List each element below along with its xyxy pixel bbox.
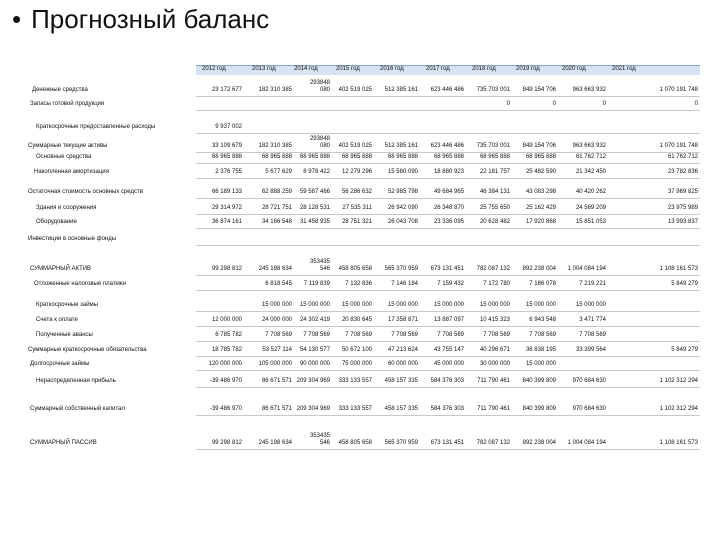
table-cell: 711 790 461 bbox=[477, 378, 510, 384]
table-cell: 7 146 184 bbox=[391, 281, 418, 287]
table-cell: 892 238 004 bbox=[522, 266, 556, 272]
table-cell: 40 296 671 bbox=[479, 347, 510, 353]
table-cell: 584 376 303 bbox=[430, 378, 464, 384]
table-cell: 963 663 932 bbox=[572, 143, 606, 149]
table-cell: 6 943 548 bbox=[529, 317, 556, 323]
table-cell: 120 000 000 bbox=[208, 361, 242, 367]
row-divider bbox=[196, 449, 700, 450]
table-cell: 5 849 279 bbox=[671, 347, 698, 353]
table-cell: 25 482 590 bbox=[525, 169, 556, 175]
table-cell: 40 420 262 bbox=[575, 189, 606, 195]
row-label: Суммарные краткосрочные обязательства bbox=[28, 347, 147, 353]
table-cell: 7 708 569 bbox=[529, 332, 556, 338]
row-divider bbox=[196, 96, 700, 97]
column-header-5: 2016 год bbox=[380, 66, 404, 72]
column-header-3: 2014 год bbox=[294, 66, 318, 72]
table-cell: 25 755 650 bbox=[479, 205, 510, 211]
table-cell: 68 965 888 bbox=[479, 154, 510, 160]
table-cell: 29 314 972 bbox=[211, 205, 242, 211]
column-header-1: 2012 год bbox=[202, 66, 226, 72]
table-cell: 353435 546 bbox=[309, 259, 330, 272]
table-cell: 12 000 000 bbox=[211, 317, 242, 323]
table-cell: 3 471 774 bbox=[579, 317, 606, 323]
table-cell: 7 708 569 bbox=[579, 332, 606, 338]
table-cell: 245 198 634 bbox=[258, 266, 292, 272]
table-cell: 458 157 335 bbox=[384, 406, 418, 412]
table-cell: 20 830 645 bbox=[341, 317, 372, 323]
table-cell: 6 818 545 bbox=[265, 281, 292, 287]
table-cell: 68 965 888 bbox=[261, 154, 292, 160]
table-cell: 623 446 486 bbox=[430, 143, 464, 149]
table-cell: 565 370 959 bbox=[384, 440, 418, 446]
table-cell: 18 785 782 bbox=[211, 347, 242, 353]
row-label: СУММАРНЫЙ ПАССИВ bbox=[30, 440, 97, 446]
table-cell: 26 043 708 bbox=[387, 219, 418, 225]
column-header-7: 2018 год bbox=[472, 66, 496, 72]
table-cell: 711 790 461 bbox=[477, 406, 510, 412]
table-cell: 5 677 629 bbox=[265, 169, 292, 175]
row-divider bbox=[196, 356, 700, 357]
table-cell: 33 109 679 bbox=[211, 143, 242, 149]
table-cell: 892 238 004 bbox=[522, 440, 556, 446]
table-cell: 23 336 095 bbox=[433, 219, 464, 225]
table-cell: 34 166 548 bbox=[261, 219, 292, 225]
row-label: Инвестиции в основные фонды bbox=[28, 236, 117, 242]
table-cell: 31 458 935 bbox=[299, 219, 330, 225]
table-cell: 36 838 195 bbox=[525, 347, 556, 353]
table-cell: 1 102 312 294 bbox=[659, 378, 698, 384]
column-header-4: 2015 год bbox=[336, 66, 360, 72]
table-cell: 15 851 053 bbox=[575, 219, 606, 225]
row-divider bbox=[196, 326, 700, 327]
table-cell: 68 965 888 bbox=[299, 154, 330, 160]
row-divider bbox=[196, 290, 700, 291]
table-cell: 7 159 432 bbox=[437, 281, 464, 287]
row-label: Остаточная стоимость основных средств bbox=[28, 189, 143, 195]
row-divider bbox=[196, 152, 700, 153]
table-cell: 26 942 090 bbox=[387, 205, 418, 211]
table-cell: 15 000 000 bbox=[387, 302, 418, 308]
table-cell: 1 102 312 294 bbox=[659, 406, 698, 412]
table-cell: 60 000 000 bbox=[387, 361, 418, 367]
table-cell: 66 189 133 bbox=[211, 189, 242, 195]
table-cell: 293848 080 bbox=[309, 136, 330, 149]
row-label: Краткосрочные предоставленные расходы bbox=[36, 124, 156, 130]
table-cell: 584 376 303 bbox=[430, 406, 464, 412]
table-cell: 28 751 321 bbox=[341, 219, 372, 225]
table-cell: 7 708 569 bbox=[303, 332, 330, 338]
table-cell: 13 993 837 bbox=[667, 219, 698, 225]
table-cell: 1 070 191 748 bbox=[659, 87, 698, 93]
table-cell: 90 000 000 bbox=[299, 361, 330, 367]
table-cell: 68 965 888 bbox=[525, 154, 556, 160]
table-cell: 849 154 706 bbox=[522, 87, 556, 93]
table-cell: 18 880 923 bbox=[433, 169, 464, 175]
table-cell: 105 000 000 bbox=[258, 361, 292, 367]
table-cell: 1 004 084 194 bbox=[567, 440, 606, 446]
table-cell: 9 937 002 bbox=[215, 124, 242, 130]
table-cell: 23 782 836 bbox=[667, 169, 698, 175]
table-cell: 27 535 311 bbox=[342, 205, 372, 211]
row-divider bbox=[196, 275, 700, 276]
table-cell: 673 131 451 bbox=[430, 440, 464, 446]
table-cell: 24 000 000 bbox=[261, 317, 292, 323]
table-cell: 782 087 132 bbox=[476, 266, 510, 272]
table-cell: 15 000 000 bbox=[525, 302, 556, 308]
table-cell: 458 805 658 bbox=[338, 440, 372, 446]
table-cell: 59 587 466 bbox=[299, 189, 330, 195]
table-cell: 15 000 000 bbox=[575, 302, 606, 308]
table-cell: 458 157 335 bbox=[384, 378, 418, 384]
table-cell: 26 348 870 bbox=[433, 205, 464, 211]
table-cell: 182 310 385 bbox=[258, 87, 292, 93]
table-cell: 46 384 131 bbox=[479, 189, 510, 195]
table-cell: 402 519 025 bbox=[338, 87, 372, 93]
table-cell: 1 108 161 573 bbox=[659, 266, 698, 272]
table-cell: 7 186 078 bbox=[529, 281, 556, 287]
row-label: Отложенные налоговые платежи bbox=[34, 281, 127, 287]
row-label: Запасы готовой продукции bbox=[30, 101, 105, 107]
table-cell: 293848 080 bbox=[309, 80, 330, 93]
table-cell: 68 965 888 bbox=[341, 154, 372, 160]
table-cell: 15 000 000 bbox=[299, 302, 330, 308]
table-cell: 53 527 114 bbox=[262, 347, 292, 353]
table-cell: 512 385 161 bbox=[384, 87, 418, 93]
table-cell: 458 805 658 bbox=[338, 266, 372, 272]
table-cell: 17 358 871 bbox=[387, 317, 418, 323]
table-cell: 7 132 836 bbox=[345, 281, 372, 287]
row-divider bbox=[196, 341, 700, 342]
table-cell: 99 298 812 bbox=[211, 266, 242, 272]
slide-title: Прогнозный баланс bbox=[31, 4, 270, 34]
table-cell: 15 000 000 bbox=[261, 302, 292, 308]
table-cell: 28 721 751 bbox=[261, 205, 292, 211]
row-label: Накопленная амортизация bbox=[34, 169, 109, 175]
slide-title-wrap bbox=[12, 6, 269, 32]
row-label: Долгосрочные займы bbox=[30, 361, 90, 367]
table-cell: 49 684 965 bbox=[433, 189, 464, 195]
table-cell: 209 304 969 bbox=[296, 378, 330, 384]
row-label: Денежные средства bbox=[32, 87, 88, 93]
table-cell: 24 569 209 bbox=[575, 205, 606, 211]
table-cell: 25 162 429 bbox=[525, 205, 556, 211]
table-cell: 7 708 569 bbox=[345, 332, 372, 338]
table-cell: 565 370 959 bbox=[384, 266, 418, 272]
row-label: Здания и сооружения bbox=[36, 205, 97, 211]
table-cell: 7 172 780 bbox=[483, 281, 510, 287]
table-cell: 75 000 000 bbox=[341, 361, 372, 367]
table-cell: 24 302 419 bbox=[299, 317, 330, 323]
row-label: СУММАРНЫЙ АКТИВ bbox=[30, 266, 92, 272]
table-cell: 970 684 630 bbox=[572, 378, 606, 384]
table-cell: 209 304 969 bbox=[296, 406, 330, 412]
table-cell: 22 181 757 bbox=[479, 169, 510, 175]
table-cell: 5 849 279 bbox=[671, 281, 698, 287]
row-label: Краткосрочные займы bbox=[36, 302, 98, 308]
column-header-10: 2021 год bbox=[612, 66, 636, 72]
table-cell: 23 975 989 bbox=[667, 205, 698, 211]
table-cell: 43 083 298 bbox=[525, 189, 556, 195]
table-cell: 15 580 090 bbox=[387, 169, 418, 175]
table-cell: 52 985 798 bbox=[387, 189, 418, 195]
row-label: Оборудование bbox=[36, 219, 77, 225]
table-cell: 54 130 577 bbox=[299, 347, 330, 353]
row-divider bbox=[196, 370, 700, 371]
row-label: Полученные авансы bbox=[36, 332, 93, 338]
table-cell: 45 000 000 bbox=[433, 361, 464, 367]
row-divider bbox=[196, 415, 700, 416]
row-divider bbox=[196, 198, 700, 199]
table-cell: 68 965 888 bbox=[433, 154, 464, 160]
table-cell: 840 399 809 bbox=[522, 406, 556, 412]
column-header-6: 2017 год bbox=[426, 66, 450, 72]
row-divider bbox=[196, 245, 700, 246]
row-label: Нераспределенная прибыль bbox=[36, 378, 116, 384]
table-cell: 673 131 451 bbox=[430, 266, 464, 272]
row-divider bbox=[196, 110, 700, 111]
row-divider bbox=[196, 133, 700, 134]
table-cell: 782 087 132 bbox=[476, 440, 510, 446]
table-cell: 849 154 706 bbox=[522, 143, 556, 149]
column-header-8: 2019 год bbox=[516, 66, 540, 72]
table-cell: 623 446 486 bbox=[430, 87, 464, 93]
table-cell: 10 415 323 bbox=[479, 317, 510, 323]
table-cell: 8 978 422 bbox=[303, 169, 330, 175]
table-cell: 20 628 482 bbox=[479, 219, 510, 225]
table-cell: 36 874 161 bbox=[211, 219, 242, 225]
row-divider bbox=[196, 228, 700, 229]
table-cell: 61 762 712 bbox=[575, 154, 606, 160]
table-cell: 37 969 825 bbox=[667, 189, 698, 195]
table-cell: 353435 546 bbox=[309, 433, 330, 446]
table-cell: 7 708 569 bbox=[483, 332, 510, 338]
table-cell: 1 004 084 194 bbox=[567, 266, 606, 272]
table-cell: 62 888 259 bbox=[261, 189, 292, 195]
table-cell: 23 172 677 bbox=[211, 87, 242, 93]
table-cell: 1 070 191 748 bbox=[659, 143, 698, 149]
table-cell: 28 128 531 bbox=[299, 205, 330, 211]
table-cell: 12 279 296 bbox=[341, 169, 372, 175]
table-cell: 512 385 161 bbox=[384, 143, 418, 149]
row-divider bbox=[196, 214, 700, 215]
table-cell: 47 213 624 bbox=[387, 347, 418, 353]
table-cell: 17 920 868 bbox=[525, 219, 556, 225]
column-header-2: 2013 год bbox=[252, 66, 276, 72]
table-cell: 56 286 632 bbox=[341, 189, 372, 195]
table-cell: -39 486 970 bbox=[209, 378, 242, 384]
row-divider bbox=[196, 178, 700, 179]
table-cell: 0 bbox=[602, 101, 606, 107]
table-cell: 6 785 782 bbox=[215, 332, 242, 338]
table-cell: 7 119 839 bbox=[303, 281, 330, 287]
column-header-9: 2020 год bbox=[562, 66, 586, 72]
table-cell: 333 133 557 bbox=[338, 378, 372, 384]
table-cell: 402 519 025 bbox=[338, 143, 372, 149]
table-cell: 68 965 888 bbox=[211, 154, 242, 160]
table-cell: 13 887 097 bbox=[433, 317, 464, 323]
row-label: Суммарный собственный капитал bbox=[30, 406, 125, 412]
table-cell: 7 708 569 bbox=[391, 332, 418, 338]
table-cell: 1 108 161 573 bbox=[659, 440, 698, 446]
table-cell: 86 671 571 bbox=[261, 406, 292, 412]
table-cell: 735 703 001 bbox=[476, 87, 510, 93]
table-cell: 15 000 000 bbox=[341, 302, 372, 308]
table-cell: 0 bbox=[506, 101, 510, 107]
table-cell: 99 298 812 bbox=[211, 440, 242, 446]
table-cell: 33 399 564 bbox=[575, 347, 606, 353]
table-cell: 68 965 888 bbox=[387, 154, 418, 160]
table-cell: 43 755 147 bbox=[433, 347, 464, 353]
table-cell: 970 684 630 bbox=[572, 406, 606, 412]
table-cell: 15 000 000 bbox=[433, 302, 464, 308]
table-cell: 963 663 932 bbox=[572, 87, 606, 93]
row-label: Суммарные текущие активы bbox=[28, 143, 108, 149]
row-divider bbox=[196, 387, 700, 388]
table-cell: 50 672 100 bbox=[341, 347, 372, 353]
table-cell: 7 708 569 bbox=[265, 332, 292, 338]
table-cell: 2 376 755 bbox=[215, 169, 242, 175]
row-divider bbox=[196, 311, 700, 312]
table-cell: 61 762 712 bbox=[667, 154, 698, 160]
table-cell: 840 399 809 bbox=[522, 378, 556, 384]
table-cell: -39 486 970 bbox=[209, 406, 242, 412]
table-cell: 0 bbox=[694, 101, 698, 107]
row-label: Счета к оплате bbox=[36, 317, 78, 323]
table-cell: 86 671 571 bbox=[261, 378, 292, 384]
row-label: Основные средства bbox=[36, 154, 92, 160]
table-cell: 735 703 001 bbox=[476, 143, 510, 149]
table-cell: 30 000 000 bbox=[479, 361, 510, 367]
table-cell: 7 708 569 bbox=[437, 332, 464, 338]
table-cell: 7 219 221 bbox=[579, 281, 606, 287]
table-cell: 15 000 000 bbox=[479, 302, 510, 308]
table-cell: 15 000 000 bbox=[525, 361, 556, 367]
bullet-icon: • bbox=[12, 4, 22, 34]
table-cell: 0 bbox=[552, 101, 556, 107]
table-cell: 333 133 557 bbox=[338, 406, 372, 412]
table-cell: 245 198 634 bbox=[258, 440, 292, 446]
row-divider bbox=[196, 163, 700, 164]
table-cell: 182 310 385 bbox=[258, 143, 292, 149]
table-cell: 21 342 450 bbox=[575, 169, 606, 175]
